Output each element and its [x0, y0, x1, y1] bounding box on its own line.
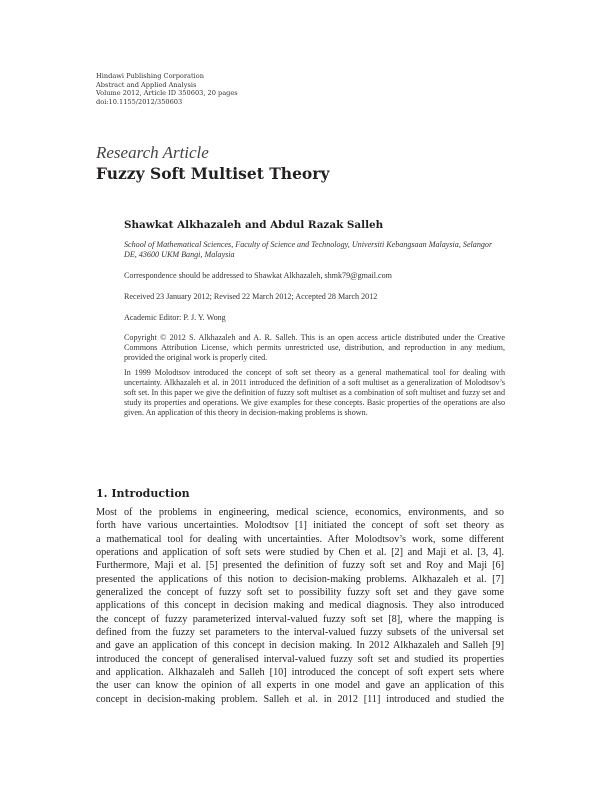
body-line: presented the applications of this notion to decision-making problems. Alkhazaleh et al. [7]	[96, 573, 504, 585]
correspondence: Correspondence should be addressed to Shawkat Alkhazaleh, shmk79@gmail.com	[124, 271, 392, 280]
paper-title: Fuzzy Soft Multiset Theory	[96, 164, 330, 183]
body-line: Most of the problems in engineering, medical science, economics, environments, and so	[96, 507, 504, 518]
body-line: and application. Alkhazaleh and Salleh [10] introduced the concept of soft expert sets where	[96, 667, 504, 679]
journal-name: Abstract and Applied Analysis	[96, 80, 197, 89]
affiliation: School of Mathematical Sciences, Faculty of Science and Technology, Universiti Kebangsaan Malaysia, Selangor DE, 43600 UKM Bangi, Malaysia	[124, 240, 493, 259]
copyright-notice: Copyright © 2012 S. Alkhazaleh and A. R. Salleh. This is an open access article distributed under the Creative Commons Attribution License, which permits unrestricted use, distribution, and reproduction in any medium, provided the original work is properly cited.	[124, 333, 505, 362]
journal-header	[96, 72, 238, 106]
abstract: In 1999 Molodtsov introduced the concept of soft set theory as a general mathematical tool for dealing with uncertainty. Alkhazaleh et al. in 2011 introduced the definition of a soft multiset as a generalization of Molodtsov’s soft set. In this paper we give the definition of fuzzy soft multiset as a combination of soft multiset and fuzzy set and study its properties and operations. We give examples for these concepts. Basic properties of the operations are also given. An application of this theory in decision-making problems is shown.	[124, 368, 505, 417]
body-line: and gave an application of this concept in decision making. In 2012 Alkhazaleh and Salleh [9]	[96, 640, 504, 652]
body-line: forth have various uncertainties. Molodtsov [1] initiated the concept of soft set theory as	[96, 520, 504, 532]
volume-line: Volume 2012, Article ID 350603, 20 pages	[96, 89, 238, 98]
body-line: defined from the fuzzy set parameters to the interval-valued fuzzy subsets of the universal set	[96, 627, 504, 639]
body-line: concept in decision-making problem. Salleh et al. in 2012 [11] introduced and studied the	[96, 693, 504, 705]
doi-line: doi:10.1155/2012/350603	[96, 97, 183, 106]
body-line: operations and application of soft sets were studied by Chen et al. [2] and Maji et al. [3, 4].	[96, 547, 504, 559]
academic-editor: Academic Editor: P. J. Y. Wong	[124, 313, 226, 322]
publisher-line: Hindawi Publishing Corporation	[96, 72, 204, 80]
authors: Shawkat Alkhazaleh and Abdul Razak Salleh	[124, 219, 384, 231]
introduction-body	[96, 506, 504, 706]
body-line: Furthermore, Maji et al. [5] presented the definition of fuzzy soft set and Roy and Maji [6]	[96, 560, 504, 572]
body-line: the concept of fuzzy parameterized interval-valued fuzzy soft set [8], where the mapping is	[96, 613, 504, 625]
body-line: introduced the concept of generalised interval-valued fuzzy soft set and studied its properties	[96, 653, 504, 665]
body-line: applications of this concept in decision making and medical diagnosis. They also introduced	[96, 600, 504, 612]
body-line: generalized the concept of fuzzy soft set to possibility fuzzy soft set and they gave some	[96, 587, 504, 599]
body-line: the user can know the opinion of all experts in one model and gave an application of this	[96, 680, 504, 692]
article-type: Research Article	[96, 143, 209, 162]
section-heading: 1. Introduction	[96, 487, 190, 500]
body-line: a mathematical tool for dealing with uncertainties. After Molodtsov’s work, some different	[96, 533, 504, 545]
dates: Received 23 January 2012; Revised 22 March 2012; Accepted 28 March 2012	[124, 292, 378, 301]
